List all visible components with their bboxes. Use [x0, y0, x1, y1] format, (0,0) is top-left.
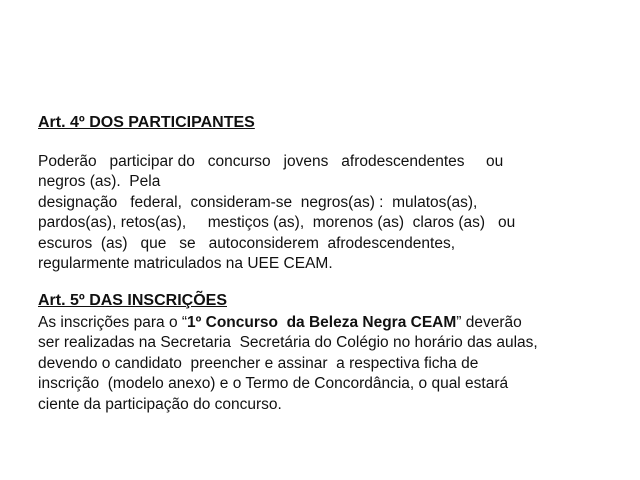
article-4-line: designação federal, consideram-se negros(as) : mulatos(as), [38, 193, 478, 211]
article-5-line-end: ” deverão [456, 314, 522, 331]
article-5-section [38, 291, 606, 415]
article-5-line: ser realizadas na Secretaria Secretária do Colégio no horário das aulas, [38, 334, 538, 352]
article-4-line: Poderão participar do concurso jovens afrodescendentes ou [38, 153, 504, 170]
article-4-line: escuros (as) que se autoconsiderem afrodescendentes, [38, 234, 456, 252]
article-4-heading: Art. 4º DOS PARTICIPANTES [38, 114, 255, 131]
article-4-section [38, 113, 606, 274]
article-5-line: ciente da participação do concurso. [38, 395, 282, 413]
article-4-line: regularmente matriculados na UEE CEAM. [38, 255, 333, 273]
article-5-line: devendo o candidato preencher e assinar a respectiva ficha de [38, 354, 479, 372]
article-4-line: pardos(as), retos(as), mestiços (as), morenos (as) claros (as) ou [38, 214, 516, 232]
contest-name: 1º Concurso da Beleza Negra CEAM [187, 314, 457, 331]
article-5-line-start: As inscrições para o “ [38, 314, 188, 331]
article-5-line [38, 313, 606, 333]
article-4-paragraph [38, 152, 606, 274]
article-5-line: inscrição (modelo anexo) e o Termo de Concordância, o qual estará [38, 375, 509, 393]
article-4-line: negros (as). Pela [38, 173, 161, 191]
article-5-heading: Art. 5º DAS INSCRIÇÕES [38, 292, 227, 309]
article-5-paragraph [38, 313, 606, 415]
